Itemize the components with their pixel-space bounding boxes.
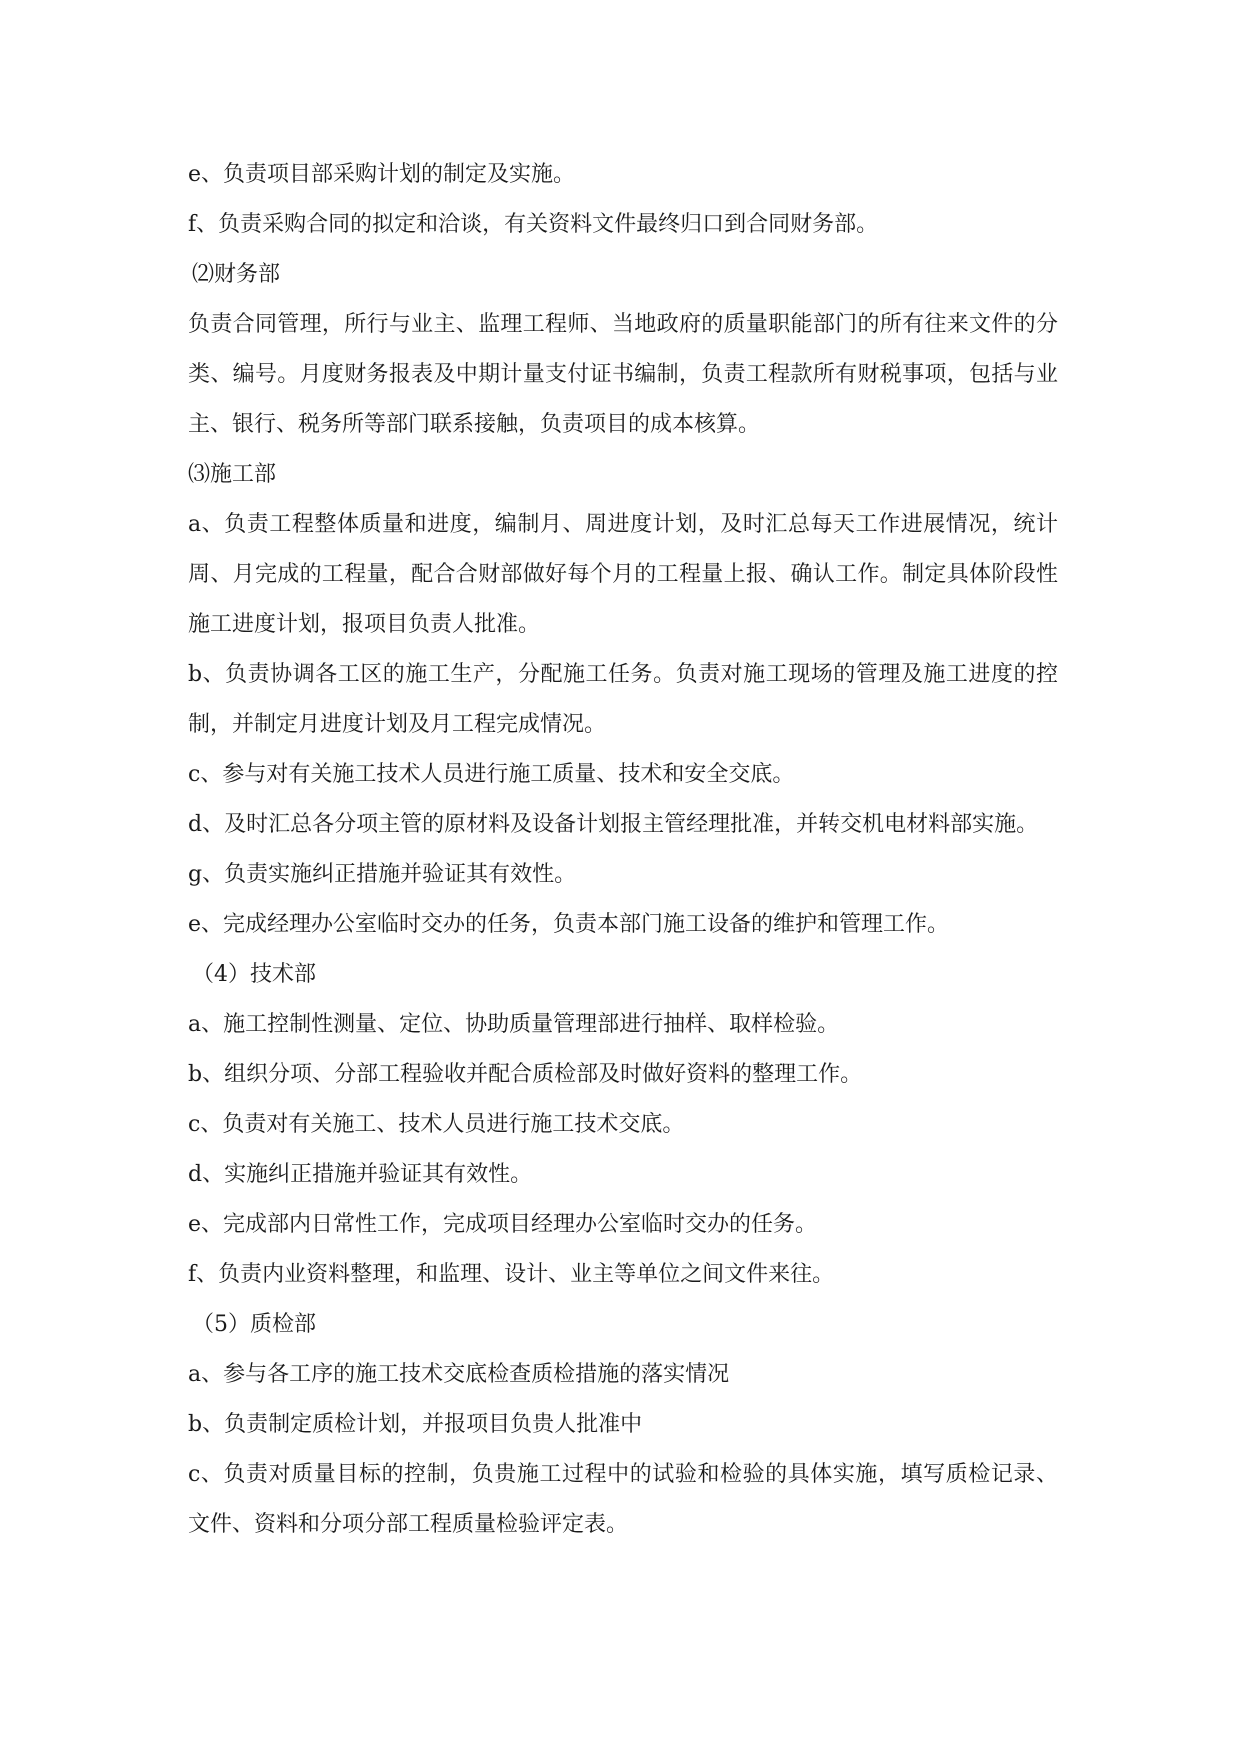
paragraph-technical-a: a、施工控制性测量、定位、协助质量管理部进行抽样、取样检验。 [188,1012,840,1037]
paragraph-construction-a: a、负责工程整体质量和进度，编制月、周进度计划，及时汇总每天工作进展情况，统计周、月完成的工程量，配合合财部做好每个月的工程量上报、确认工作。制定具体阶段性施工进度计划，报项目负责人批准。 [188,512,1058,637]
paragraph-technical-e: e、完成部内日常性工作，完成项目经理办公室临时交办的任务。 [188,1212,818,1237]
paragraph-technical-f: f、负责内业资料整理，和监理、设计、业主等单位之间文件来往。 [188,1262,835,1287]
paragraph-finance-duties: 负责合同管理，所行与业主、监理工程师、当地政府的质量职能部门的所有往来文件的分类、编号。月度财务报表及中期计量支付证书编制，负责工程款所有财税事项，包括与业主、银行、税务所等部门联系接触，负责项目的成本核算。 [188,312,1058,437]
heading-construction-department: ⑶施工部 [188,462,277,487]
paragraph-construction-b: b、负责协调各工区的施工生产，分配施工任务。负责对施工现场的管理及施工进度的控制，并制定月进度计划及月工程完成情况。 [188,662,1058,737]
paragraph-technical-d: d、实施纠正措施并验证其有效性。 [188,1162,533,1187]
paragraph-e-procurement-plan: e、负责项目部采购计划的制定及实施。 [188,162,576,187]
paragraph-construction-e: e、完成经理办公室临时交办的任务，负责本部门施工设备的维护和管理工作。 [188,912,950,937]
paragraph-construction-d: d、及时汇总各分项主管的原材料及设备计划报主管经理批准，并转交机电材料部实施。 [188,812,1039,837]
document-body [188,150,1058,1550]
paragraph-quality-c: c、负责对质量目标的控制，负贵施工过程中的试验和检验的具体实施，填写质检记录、文件、资料和分项分部工程质量检验评定表。 [188,1462,1058,1537]
paragraph-quality-b: b、负责制定质检计划，并报项目负贵人批准中 [188,1412,643,1437]
paragraph-f-procurement-contract: f、负责采购合同的拟定和洽谈，有关资料文件最终归口到合同财务部。 [188,212,879,237]
heading-quality-inspection-department: （5）质检部 [192,1312,316,1337]
paragraph-quality-a: a、参与各工序的施工技术交底检查质检措施的落实情况 [188,1362,730,1387]
paragraph-technical-c: c、负责对有关施工、技术人员进行施工技术交底。 [188,1112,685,1137]
heading-finance-department: ⑵财务部 [192,262,281,287]
heading-technical-department: （4）技术部 [192,962,316,987]
paragraph-construction-c: c、参与对有关施工技术人员进行施工质量、技术和安全交底。 [188,762,795,787]
paragraph-construction-g: g、负责实施纠正措施并验证其有效性。 [188,862,577,887]
paragraph-technical-b: b、组织分项、分部工程验收并配合质检部及时做好资料的整理工作。 [188,1062,863,1087]
